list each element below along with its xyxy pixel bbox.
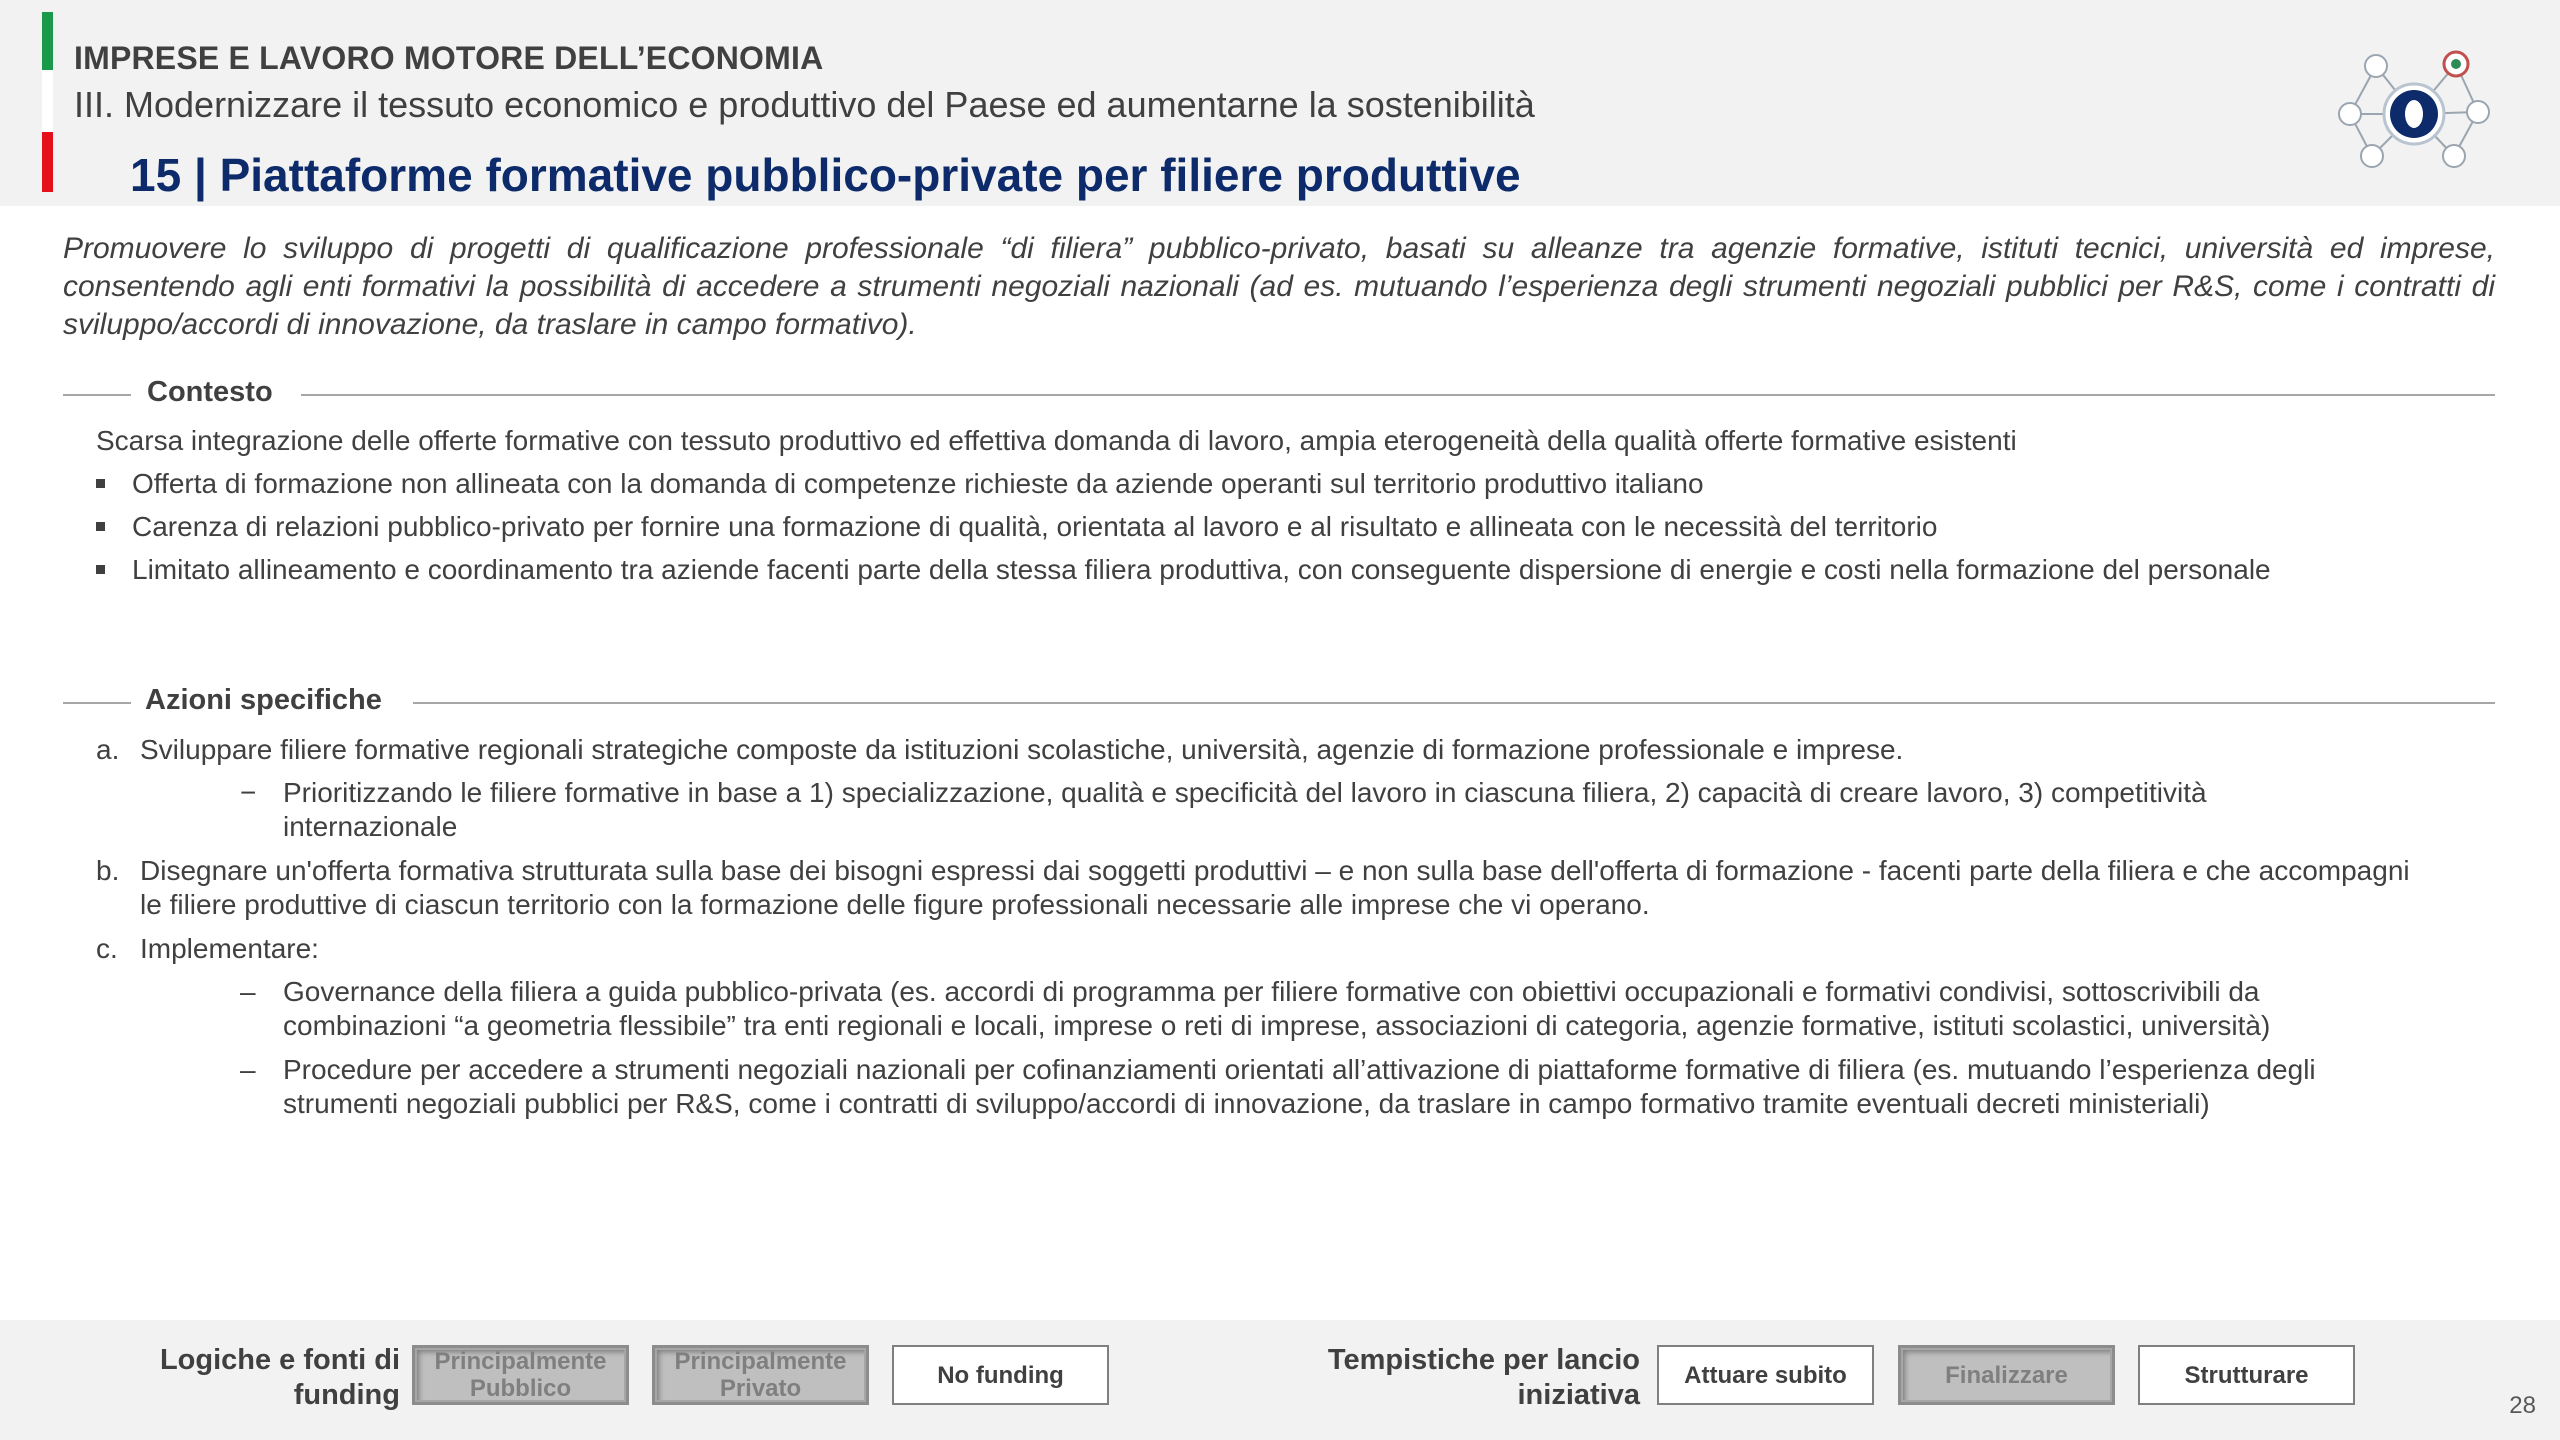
timing-option-attuare-subito[interactable]: Attuare subito <box>1657 1345 1874 1405</box>
dash-marker: – <box>240 976 256 1007</box>
dash-marker: – <box>240 1054 256 1085</box>
funding-option-pubblico[interactable]: Principalmente Pubblico <box>412 1345 629 1405</box>
flag-white-stripe <box>42 70 53 132</box>
item-text: Sviluppare filiere formative regionali strategiche composte da istituzioni scolastiche, università, agenzie di formazione professionale e imprese. <box>140 734 1904 765</box>
divider <box>63 394 131 396</box>
timing-label: Tempistiche per lancio iniziativa <box>1327 1344 1640 1411</box>
flag-red-stripe <box>42 132 53 192</box>
contesto-heading: Contesto <box>147 376 273 408</box>
item-letter: a. <box>96 734 120 765</box>
intro-paragraph: Promuovere lo sviluppo di progetti di qualificazione professionale “di filiera” pubblico-privato, basati su alleanze tra agenzie formative, istituti tecnici, università ed imprese, consentendo agli enti formativi la possibilità di accedere a strumenti negoziali nazionali (ad es. mutuando l’esperienza degli strumenti negoziali pubblici per R&S, come i contratti di sviluppo/accordi di innovazione, da traslare in campo formativo). <box>63 232 2495 341</box>
timing-option-finalizzare[interactable]: Finalizzare <box>1898 1345 2115 1405</box>
item-text: Implementare: <box>140 933 319 964</box>
item-text: Disegnare un'offerta formativa strutturata sulla base dei bisogni espressi dai soggetti produttivi – e non sulla base dell'offerta di formazione - facenti parte della filiera e che accompagni le filiere produttive di ciascun territorio con la formazione delle figure professionali necessarie alle imprese che vi operano. <box>140 855 2410 920</box>
divider <box>413 702 2495 704</box>
azioni-header <box>63 682 2495 722</box>
subsection-title: III. Modernizzare il tessuto economico e produttivo del Paese ed aumentarne la sostenibilità <box>74 84 1535 125</box>
bullet-text: Carenza di relazioni pubblico-privato per fornire una formazione di qualità, orientata al lavoro e al risultato e allineata con le necessità del territorio <box>132 511 1938 542</box>
funding-option-privato[interactable]: Principalmente Privato <box>652 1345 869 1405</box>
funding-option-no-funding[interactable]: No funding <box>892 1345 1109 1405</box>
subitem-text: Governance della filiera a guida pubblico-privata (es. accordi di programma per filiere formative con obiettivi occupazionali e formativi condivisi, sottoscrivibili da combinazioni “a geometria flessibile” tra enti regionali e locali, imprese o reti di imprese, associazioni di categoria, agenzie formative, istituti scolastici, università) <box>283 976 2271 1041</box>
subitem-text: Procedure per accedere a strumenti negoziali nazionali per cofinanziamenti orientati all’attivazione di piattaforme formative di filiera (es. mutuando l’esperienza degli strumenti negoziali pubblici per R&S, come i contratti di sviluppo/accordi di innovazione, da traslare in campo formativo tramite eventuali decreti ministeriali) <box>283 1054 2316 1119</box>
network-logo-icon <box>2336 44 2492 178</box>
contesto-header <box>63 374 2495 414</box>
square-bullet-icon <box>96 565 105 574</box>
item-letter: c. <box>96 933 118 964</box>
funding-label: Logiche e fonti di funding <box>159 1344 400 1411</box>
divider <box>63 702 131 704</box>
timing-option-strutturare[interactable]: Strutturare <box>2138 1345 2355 1405</box>
contesto-lead: Scarsa integrazione delle offerte formative con tessuto produttivo ed effettiva domanda di lavoro, ampia eterogeneità della qualità offerte formative esistenti <box>96 425 2017 456</box>
page-title: 15 | Piattaforme formative pubblico-private per filiere produttive <box>130 149 1521 201</box>
item-letter: b. <box>96 855 120 886</box>
bullet-text: Limitato allineamento e coordinamento tra aziende facenti parte della stessa filiera produttiva, con conseguente dispersione di energie e costi nella formazione del personale <box>132 554 2271 585</box>
dash-marker: − <box>240 777 257 808</box>
square-bullet-icon <box>96 522 105 531</box>
section-title: IMPRESE E LAVORO MOTORE DELL’ECONOMIA <box>74 40 824 76</box>
divider <box>301 394 2495 396</box>
bullet-text: Offerta di formazione non allineata con la domanda di competenze richieste da aziende operanti sul territorio produttivo italiano <box>132 468 1704 499</box>
flag-green-stripe <box>42 12 53 70</box>
azioni-heading: Azioni specifiche <box>145 684 382 716</box>
page-number: 28 <box>2509 1392 2536 1419</box>
subitem-text: Prioritizzando le filiere formative in base a 1) specializzazione, qualità e specificità del lavoro in ciascuna filiera, 2) capacità di creare lavoro, 3) competitività internazionale <box>283 777 2207 842</box>
square-bullet-icon <box>96 479 105 488</box>
header-band <box>0 0 2560 206</box>
